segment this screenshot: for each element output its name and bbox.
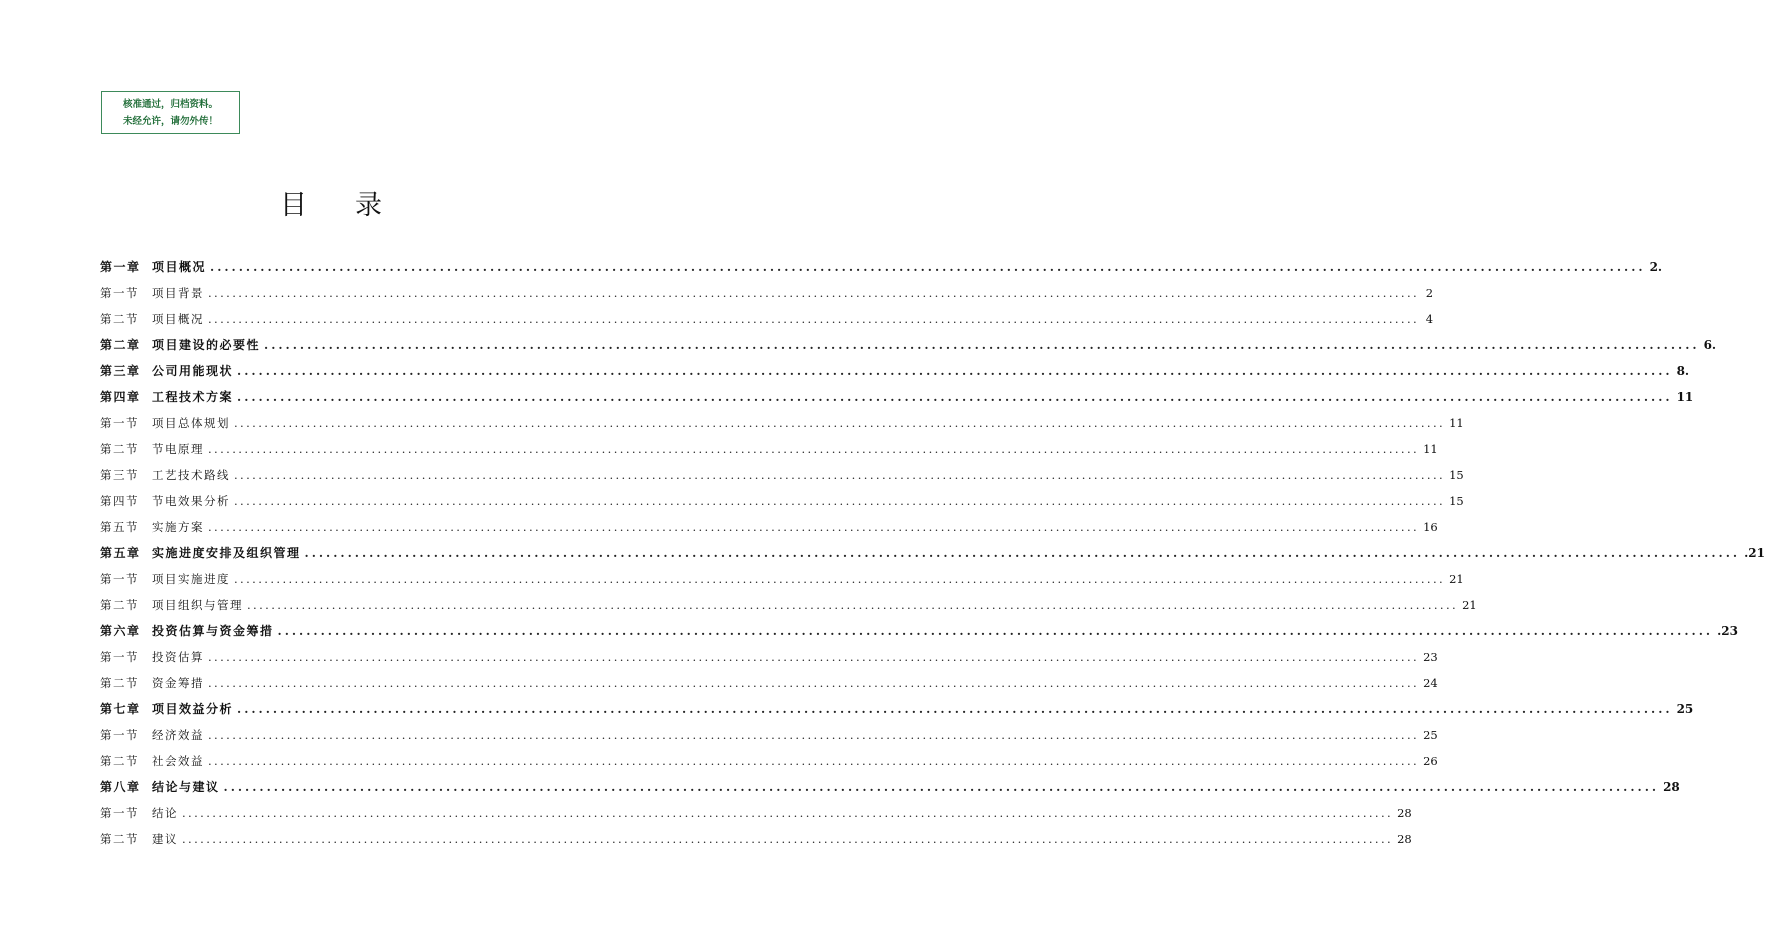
toc-section-entry[interactable] <box>100 644 1438 670</box>
toc-entry-page: 26 <box>1423 754 1438 768</box>
toc-entry-title: 结论 <box>152 806 178 820</box>
toc-chapter-entry[interactable] <box>100 618 1738 644</box>
toc-entry-page: 11 <box>1423 442 1438 456</box>
toc-entry-page: 23 <box>1423 650 1438 664</box>
toc-section-entry[interactable] <box>100 748 1438 774</box>
toc-chapter-entry[interactable] <box>100 696 1694 722</box>
toc-entry-number: 第四节 <box>100 494 139 508</box>
toc-section-entry[interactable] <box>100 566 1464 592</box>
toc-entry-page: 6. <box>1703 338 1717 352</box>
toc-leader-dots: ........................................................................................................................................................................................................ <box>304 546 1741 560</box>
toc-entry-number: 第二节 <box>100 312 139 326</box>
toc-section-entry[interactable] <box>100 722 1438 748</box>
toc-entry-title: 投资估算与资金筹措 <box>152 624 274 638</box>
toc-entry-title: 项目组织与管理 <box>152 598 243 612</box>
approval-stamp <box>101 91 240 134</box>
toc-entry-title: 项目背景 <box>152 286 204 300</box>
toc-leader-dots: ........................................................................................................................................................................................................ <box>208 676 1420 690</box>
toc-entry-title: 工艺技术路线 <box>152 468 230 482</box>
toc-leader-dots: ........................................................................................................................................................................................................ <box>208 312 1420 326</box>
toc-leader-dots: ........................................................................................................................................................................................................ <box>210 260 1646 274</box>
toc-section-entry[interactable] <box>100 306 1434 332</box>
toc-entry-number: 第一节 <box>100 572 139 586</box>
toc-section-entry[interactable] <box>100 592 1477 618</box>
toc-entry-page: 8. <box>1676 364 1690 378</box>
toc-entry-number: 第一节 <box>100 416 139 430</box>
toc-chapter-entry[interactable] <box>100 774 1680 800</box>
toc-section-entry[interactable] <box>100 280 1434 306</box>
toc-leader-dots: ........................................................................................................................................................................................................ <box>208 442 1420 456</box>
toc-leader-dots: ........................................................................................................................................................................................................ <box>237 702 1673 716</box>
stamp-line-2: 未经允许，请勿外传！ <box>122 115 218 127</box>
toc-entry-page: 11 <box>1449 416 1464 430</box>
toc-entry-title: 项目效益分析 <box>152 702 234 716</box>
toc-section-entry[interactable] <box>100 514 1438 540</box>
toc-section-entry[interactable] <box>100 462 1464 488</box>
toc-leader-dots: ........................................................................................................................................................................................................ <box>208 650 1420 664</box>
toc-leader-dots: ........................................................................................................................................................................................................ <box>234 416 1446 430</box>
toc-entry-title: 投资估算 <box>152 650 204 664</box>
toc-leader-dots: ........................................................................................................................................................................................................ <box>234 572 1446 586</box>
toc-entry-page: 21 <box>1449 572 1464 586</box>
toc-entry-number: 第五节 <box>100 520 139 534</box>
toc-entry-page: 15 <box>1449 494 1464 508</box>
toc-chapter-entry[interactable] <box>100 358 1690 384</box>
toc-entry-title: 实施方案 <box>152 520 204 534</box>
toc-entry-page: 4 <box>1425 312 1434 326</box>
toc-leader-dots: ........................................................................................................................................................................................................ <box>264 338 1700 352</box>
toc-entry-number: 第一节 <box>100 650 139 664</box>
toc-entry-page: 28 <box>1397 832 1412 846</box>
toc-entry-page: 11 <box>1676 390 1694 404</box>
toc-entry-number: 第四章 <box>100 390 141 404</box>
toc-leader-dots: ........................................................................................................................................................................................................ <box>182 832 1394 846</box>
toc-leader-dots: ........................................................................................................................................................................................................ <box>247 598 1459 612</box>
toc-entry-title: 经济效益 <box>152 728 204 742</box>
toc-entry-page: 25 <box>1676 702 1694 716</box>
toc-leader-dots: ........................................................................................................................................................................................................ <box>277 624 1714 638</box>
toc-entry-page: .21 <box>1744 546 1765 560</box>
toc-entry-number: 第二节 <box>100 754 139 768</box>
toc-section-entry[interactable] <box>100 410 1464 436</box>
toc-leader-dots: ........................................................................................................................................................................................................ <box>237 364 1673 378</box>
toc-entry-title: 项目概况 <box>152 260 207 274</box>
toc-entry-number: 第二节 <box>100 832 139 846</box>
toc-leader-dots: ........................................................................................................................................................................................................ <box>234 468 1446 482</box>
toc-chapter-entry[interactable] <box>100 254 1663 280</box>
toc-section-entry[interactable] <box>100 826 1412 852</box>
toc-entry-title: 公司用能现状 <box>152 364 234 378</box>
toc-entry-number: 第二节 <box>100 442 139 456</box>
toc-entry-number: 第三节 <box>100 468 139 482</box>
toc-entry-title: 社会效益 <box>152 754 204 768</box>
toc-leader-dots: ........................................................................................................................................................................................................ <box>208 520 1420 534</box>
toc-leader-dots: ........................................................................................................................................................................................................ <box>208 286 1420 300</box>
toc-entry-number: 第二节 <box>100 676 139 690</box>
stamp-line-1: 核准通过，归档资料。 <box>122 98 218 110</box>
toc-entry-title: 资金筹措 <box>152 676 204 690</box>
toc-entry-number: 第七章 <box>100 702 141 716</box>
toc-entry-number: 第一节 <box>100 286 139 300</box>
toc-leader-dots: ........................................................................................................................................................................................................ <box>237 390 1673 404</box>
toc-entry-title: 建议 <box>152 832 178 846</box>
toc-section-entry[interactable] <box>100 800 1412 826</box>
toc-entry-number: 第五章 <box>100 546 141 560</box>
toc-section-entry[interactable] <box>100 436 1438 462</box>
toc-entry-page: 15 <box>1449 468 1464 482</box>
toc-entry-number: 第一章 <box>100 260 141 274</box>
toc-entry-page: 28 <box>1397 806 1412 820</box>
toc-entry-page: 25 <box>1423 728 1438 742</box>
toc-chapter-entry[interactable] <box>100 384 1694 410</box>
toc-entry-page: 2. <box>1649 260 1663 274</box>
toc-entry-number: 第三章 <box>100 364 141 378</box>
page-title: 目录 <box>280 190 430 221</box>
toc-entry-number: 第二章 <box>100 338 141 352</box>
toc-entry-title: 结论与建议 <box>152 780 220 794</box>
toc-entry-number: 第二节 <box>100 598 139 612</box>
table-of-contents <box>100 254 1765 852</box>
toc-entry-page: 24 <box>1423 676 1438 690</box>
toc-leader-dots: ........................................................................................................................................................................................................ <box>182 806 1394 820</box>
toc-entry-title: 项目实施进度 <box>152 572 230 586</box>
toc-chapter-entry[interactable] <box>100 332 1717 358</box>
toc-entry-title: 工程技术方案 <box>152 390 234 404</box>
toc-entry-title: 节电效果分析 <box>152 494 230 508</box>
toc-entry-title: 项目概况 <box>152 312 204 326</box>
toc-entry-title: 节电原理 <box>152 442 204 456</box>
toc-entry-page: 21 <box>1462 598 1477 612</box>
toc-entry-page: 2 <box>1425 286 1434 300</box>
toc-leader-dots: ........................................................................................................................................................................................................ <box>208 728 1420 742</box>
toc-leader-dots: ........................................................................................................................................................................................................ <box>234 494 1446 508</box>
toc-entry-page: 28 <box>1663 780 1680 794</box>
toc-entry-number: 第一节 <box>100 806 139 820</box>
toc-section-entry[interactable] <box>100 488 1464 514</box>
toc-leader-dots: ........................................................................................................................................................................................................ <box>223 780 1660 794</box>
toc-entry-number: 第六章 <box>100 624 141 638</box>
toc-entry-title: 项目总体规划 <box>152 416 230 430</box>
toc-leader-dots: ........................................................................................................................................................................................................ <box>208 754 1420 768</box>
toc-entry-page: .23 <box>1717 624 1738 638</box>
toc-entry-page: 16 <box>1423 520 1438 534</box>
toc-chapter-entry[interactable] <box>100 540 1765 566</box>
toc-section-entry[interactable] <box>100 670 1438 696</box>
toc-entry-title: 实施进度安排及组织管理 <box>152 546 301 560</box>
toc-entry-number: 第一节 <box>100 728 139 742</box>
toc-entry-number: 第八章 <box>100 780 141 794</box>
toc-entry-title: 项目建设的必要性 <box>152 338 261 352</box>
